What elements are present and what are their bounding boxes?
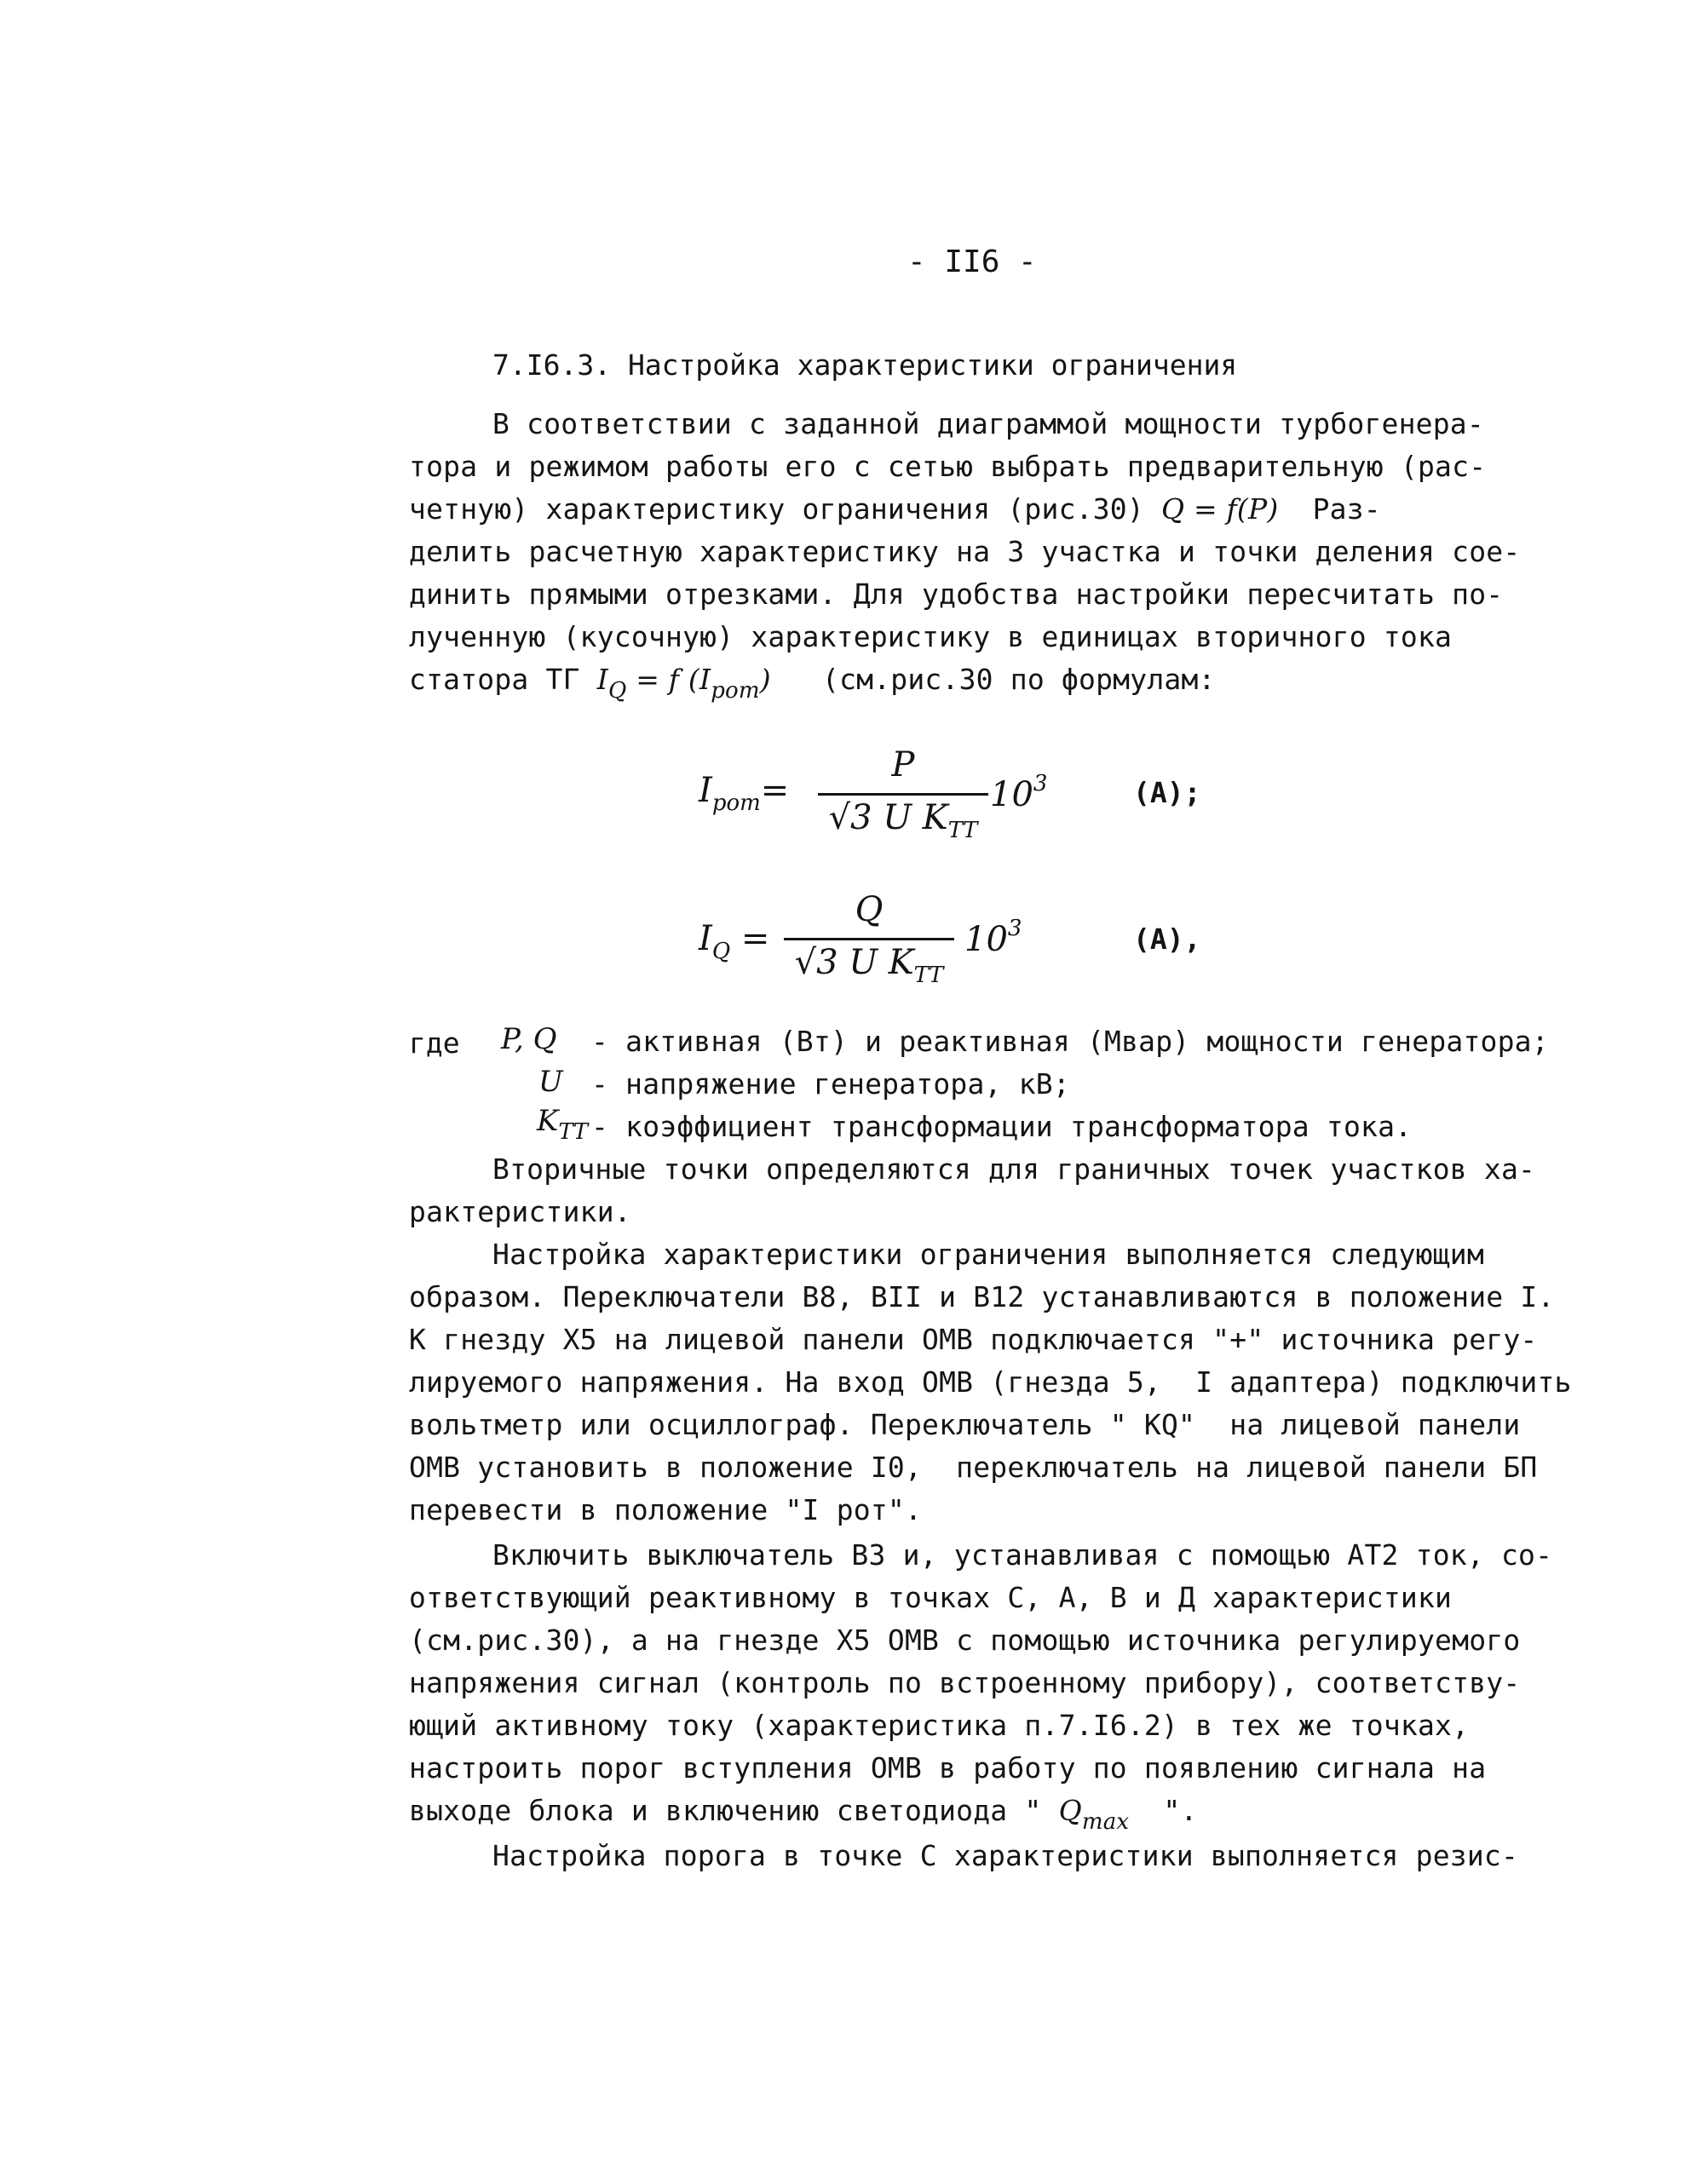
- formula-2-fraction-bar: [784, 938, 954, 940]
- formula-1-fraction: [818, 745, 988, 848]
- definition-2-text: - напряжение генератора, кВ;: [591, 1067, 1070, 1101]
- paragraph-4-line-5: ющий активному току (характеристика п.7.I6.2) в тех же точках,: [409, 1709, 1470, 1742]
- paragraph-1-line-1: В соответствии с заданной диаграммой мощности турбогенера-: [492, 407, 1484, 440]
- definition-3-symbol: $K_{ТТ}$: [537, 1104, 589, 1145]
- paragraph-1-line-7-tail: (см.рис.30 по формулам:: [822, 663, 1216, 696]
- formula-1-denominator: √3 U $K_{ТТ}$: [828, 798, 978, 843]
- paragraph-3-line-4: лируемого напряжения. На вход ОМВ (гнезда 5, I адаптера) подключить: [409, 1365, 1572, 1399]
- formula-i-q: [699, 890, 1227, 1009]
- inline-formula-q-of-p: Q = f(P): [1161, 492, 1279, 526]
- formula-2-lhs: $I_Q$ =: [699, 919, 770, 964]
- paragraph-3-line-3: К гнезду Х5 на лицевой панели ОМВ подключается "+" источника регу-: [409, 1323, 1538, 1356]
- paragraph-2-line-1: Вторичные точки определяются для граничных точек участков ха-: [492, 1152, 1536, 1186]
- definition-1-symbol: P, Q: [501, 1022, 557, 1056]
- paragraph-3-line-7: перевести в положение "I рот".: [409, 1493, 923, 1526]
- formula-1-numerator: P: [891, 745, 915, 785]
- paragraph-4-line-1: Включить выключатель В3 и, устанавливая с помощью АТ2 ток, со-: [492, 1538, 1553, 1572]
- formula-2-fraction: [784, 890, 954, 992]
- paragraph-3-line-6: ОМВ установить в положение I0, переключатель на лицевой панели БП: [409, 1451, 1538, 1484]
- paragraph-4-line-6: настроить порог вступления ОМВ в работу по появлению сигнала на: [409, 1751, 1487, 1785]
- section-heading: 7.I6.3. Настройка характеристики ограничения: [492, 348, 1238, 382]
- paragraph-5-line-1: Настройка порога в точке С характеристики выполняется резис-: [492, 1839, 1519, 1872]
- inline-symbol-q-max: $Q_{max}$: [1058, 1794, 1130, 1835]
- paragraph-1-line-3-tail: Раз-: [1312, 492, 1381, 526]
- paragraph-3-line-1: Настройка характеристики ограничения выполняется следующим: [492, 1238, 1484, 1271]
- formula-2-power: $10^3$: [964, 916, 1022, 959]
- formula-1-fraction-bar: [818, 793, 988, 796]
- definition-3-text: - коэффициент трансформации трансформатора тока.: [591, 1110, 1413, 1143]
- formula-1-power: $10^3$: [990, 771, 1048, 814]
- definition-1-text: - активная (Вт) и реактивная (Мвар) мощности генератора;: [591, 1025, 1549, 1058]
- paragraph-1-line-3-text: четную) характеристику ограничения (рис.30): [409, 492, 1144, 526]
- inline-formula-iq: $I_Q = f$ $(I_{рот})$: [596, 663, 771, 704]
- definitions-where-label: где: [409, 1026, 460, 1060]
- paragraph-1-line-2: тора и режимом работы его с сетью выбрать предварительную (рас-: [409, 450, 1487, 483]
- paragraph-4-line-2: ответствующий реактивному в точках С, А, В и Д характеристики: [409, 1581, 1453, 1614]
- formula-1-lhs: $I_{рот}=$: [699, 771, 790, 816]
- formula-1-unit: (А);: [1133, 776, 1201, 809]
- paragraph-3-line-2: образом. Переключатели В8, ВII и В12 устанавливаются в положение I.: [409, 1280, 1555, 1313]
- formula-2-denominator: √3 U $K_{ТТ}$: [794, 943, 944, 988]
- paragraph-1-line-6: лученную (кусочную) характеристику в единицах вторичного тока: [409, 620, 1453, 653]
- definition-2-symbol: U: [538, 1065, 563, 1099]
- paragraph-1-line-7-text: статора ТГ: [409, 663, 580, 696]
- paragraph-1-line-7: [409, 663, 1216, 708]
- paragraph-4-line-4: напряжения сигнал (контроль по встроенному прибору), соответству-: [409, 1666, 1521, 1699]
- paragraph-3-line-5: вольтметр или осциллограф. Переключатель " KQ" на лицевой панели: [409, 1408, 1521, 1441]
- paragraph-1-line-4: делить расчетную характеристику на 3 участка и точки деления сое-: [409, 535, 1521, 568]
- formula-2-unit: (А),: [1133, 922, 1201, 956]
- paragraph-1-line-5: динить прямыми отрезками. Для удобства настройки пересчитать по-: [409, 578, 1504, 611]
- paragraph-4-line-3: (см.рис.30), а на гнезде Х5 ОМВ с помощью источника регулируемого: [409, 1624, 1521, 1657]
- paragraph-2-line-2: рактеристики.: [409, 1195, 631, 1228]
- formula-2-numerator: Q: [855, 890, 884, 929]
- paragraph-1-line-3: [409, 492, 1381, 526]
- formula-i-rot: [699, 745, 1227, 865]
- page-number: - II6 -: [907, 244, 1037, 279]
- paragraph-4-line-7: выходе блока и включению светодиода " $Q_{max}$ ".: [409, 1794, 1198, 1835]
